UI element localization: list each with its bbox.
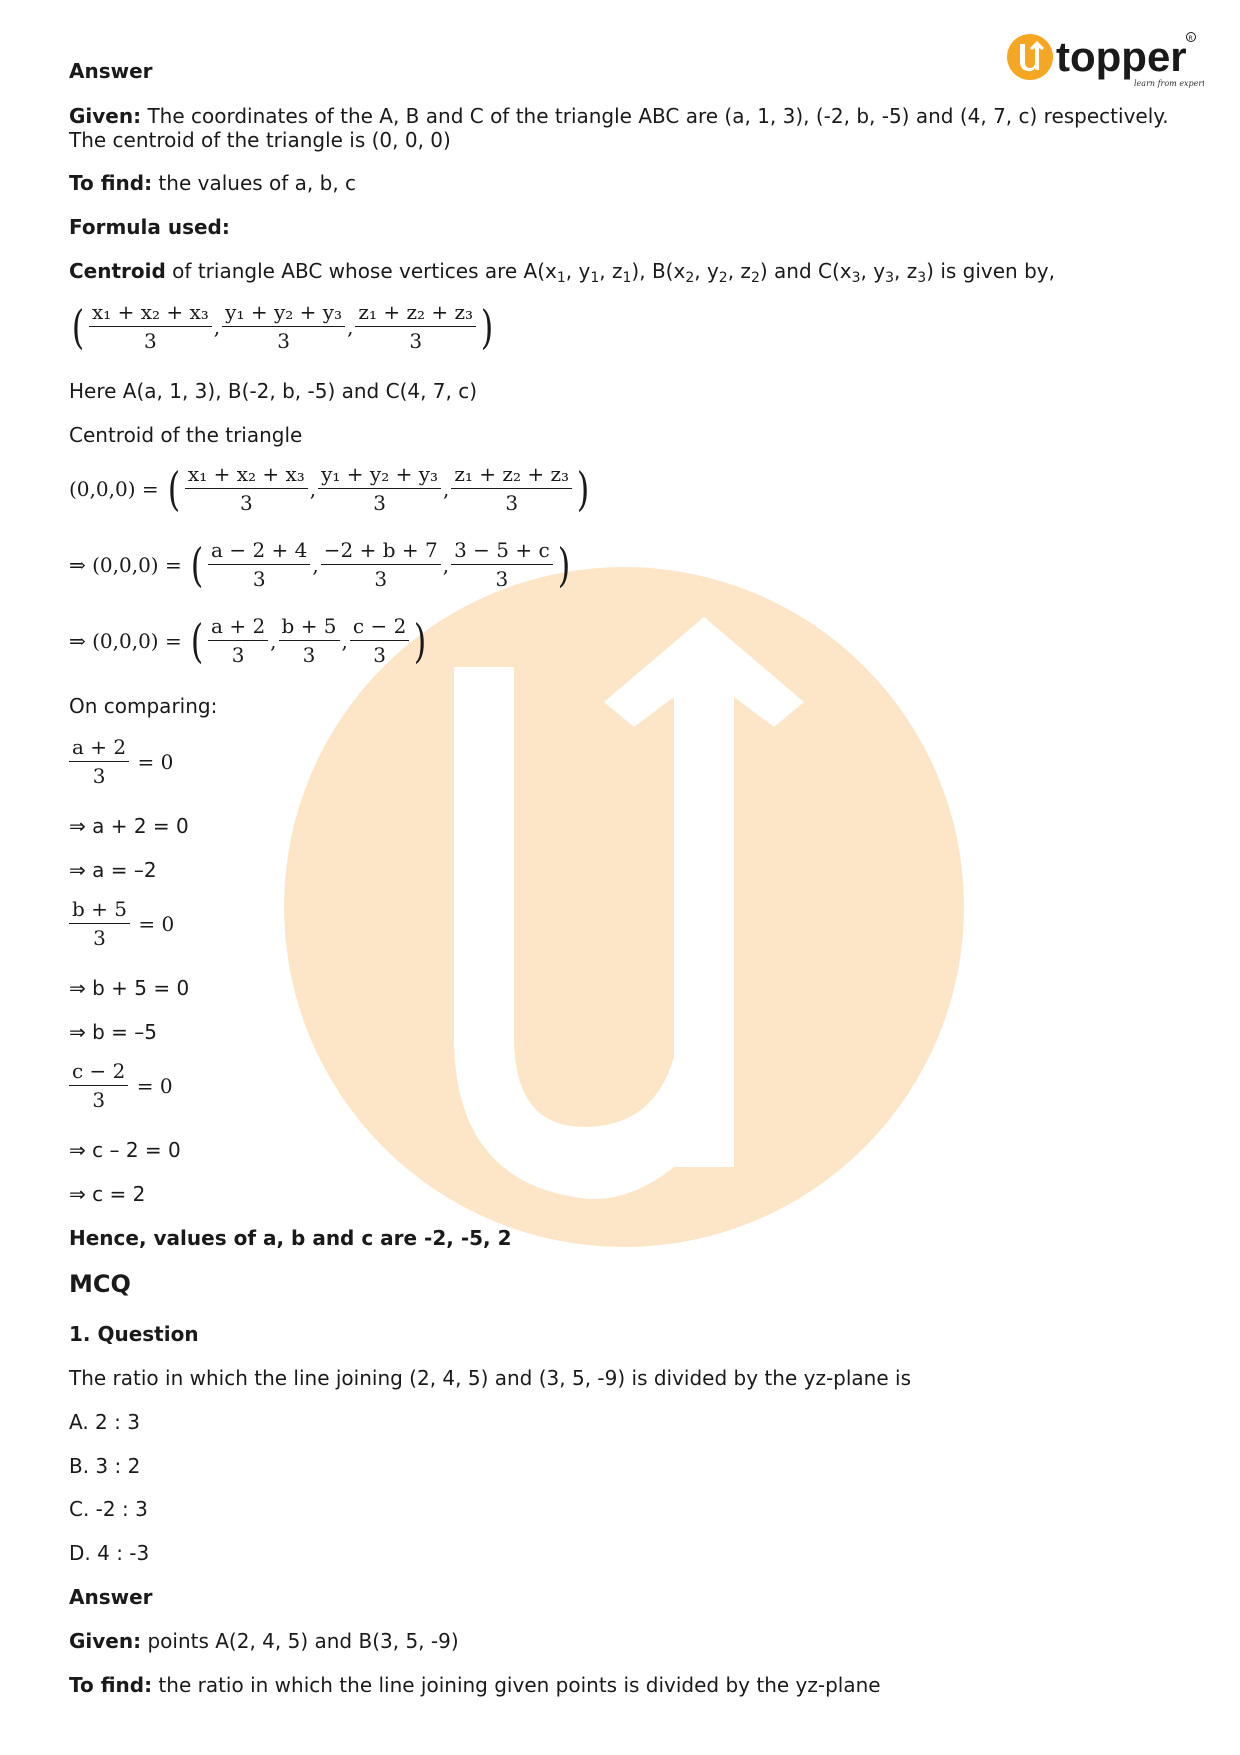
- step-a-2: ⇒ a = –2: [69, 858, 157, 882]
- option-c: C. -2 : 3: [69, 1497, 148, 1521]
- on-comparing: On comparing:: [69, 694, 218, 718]
- equation-b: $\frac{b + 5}{3}$ = 0: [69, 897, 174, 950]
- mcq-given-text: points A(2, 4, 5) and B(3, 5, -9): [141, 1629, 459, 1653]
- equation-c: $\frac{c - 2}{3}$ = 0: [69, 1059, 173, 1112]
- option-b: B. 3 : 2: [69, 1454, 141, 1478]
- substitution-formula-1: ⇒ (0,0,0) = ( $\frac{a - 2 + 4}{3}$ , $\frac{-2 + b + 7}{3}$ , $\frac{3 - 5 + c}{3}$ ): [69, 537, 570, 592]
- mcq-answer-heading: Answer: [69, 1585, 153, 1609]
- equation-a: $\frac{a + 2}{3}$ = 0: [69, 735, 173, 788]
- formula-used-label: Formula used:: [69, 215, 230, 239]
- option-d: D. 4 : -3: [69, 1541, 150, 1565]
- centroid-label: Centroid: [69, 259, 166, 283]
- mcq-given-line: [69, 1629, 459, 1653]
- to-find-line: [69, 171, 356, 195]
- substitution-formula-2: ⇒ (0,0,0) = ( $\frac{a + 2}{3}$ , $\frac{b + 5}{3}$ , $\frac{c - 2}{3}$ ): [69, 613, 427, 668]
- to-find-label: To find:: [69, 171, 153, 195]
- here-text: Here A(a, 1, 3), B(-2, b, -5) and C(4, 7, c): [69, 379, 478, 403]
- mcq-heading: MCQ: [69, 1270, 131, 1298]
- given-text-1: The coordinates of the A, B and C of the triangle ABC are (a, 1, 3), (-2, b, -5) and (4, 7, c) respectively.: [141, 104, 1169, 128]
- conclusion: Hence, values of a, b and c are -2, -5, 2: [69, 1226, 512, 1250]
- step-c-1: ⇒ c – 2 = 0: [69, 1138, 181, 1162]
- step-b-2: ⇒ b = –5: [69, 1020, 158, 1044]
- step-a-1: ⇒ a + 2 = 0: [69, 814, 189, 838]
- answer-heading: Answer: [69, 59, 153, 83]
- centroid-of-triangle: Centroid of the triangle: [69, 423, 303, 447]
- given-line-1: [69, 104, 1169, 128]
- brand-tagline: learn from experts: [1134, 79, 1204, 88]
- to-find-text: the values of a, b, c: [152, 171, 357, 195]
- step-b-1: ⇒ b + 5 = 0: [69, 976, 190, 1000]
- mcq-given-label: Given:: [69, 1629, 142, 1653]
- svg-text:R: R: [1188, 35, 1193, 42]
- watermark-logo: [284, 567, 964, 1247]
- given-text-2: The centroid of the triangle is (0, 0, 0): [69, 128, 451, 152]
- centroid-text: of triangle ABC whose vertices are A(x: [165, 259, 557, 283]
- brand-logo: [1004, 28, 1204, 97]
- centroid-formula: ( $\frac{\text{x₁ + x₂ + x₃}}{3}$ , $\frac{\text{y₁ + y₂ + y₃}}{3}$ , $\frac{\text{z₁ + z₂ + z₃}}{3}$ ): [71, 299, 494, 354]
- centroid-definition: Centroid of triangle ABC whose vertices are $A(x_1$, $y_1$, $z_1$), $B(x_2$, $y_2$, $z_2$) and $C(x_3$, $y_3$, $z_3$) is given by,: [69, 259, 1055, 286]
- given-label: Given:: [69, 104, 142, 128]
- option-a: A. 2 : 3: [69, 1410, 140, 1434]
- step-c-2: ⇒ c = 2: [69, 1182, 146, 1206]
- origin-formula: (0,0,0) = ( $\frac{\text{x₁ + x₂ + x₃}}{3}$ , $\frac{\text{y₁ + y₂ + y₃}}{3}$ , $\frac{\text{z₁ + z₂ + z₃}}{3}$ ): [69, 461, 590, 516]
- brand-name: topper: [1056, 33, 1187, 80]
- mcq-to-find-text: the ratio in which the line joining given points is divided by the yz-plane: [152, 1673, 881, 1697]
- question-text: The ratio in which the line joining (2, 4, 5) and (3, 5, -9) is divided by the yz-plane is: [69, 1366, 911, 1390]
- mcq-to-find-line: [69, 1673, 881, 1697]
- question-heading: 1. Question: [69, 1322, 199, 1346]
- mcq-to-find-label: To find:: [69, 1673, 153, 1697]
